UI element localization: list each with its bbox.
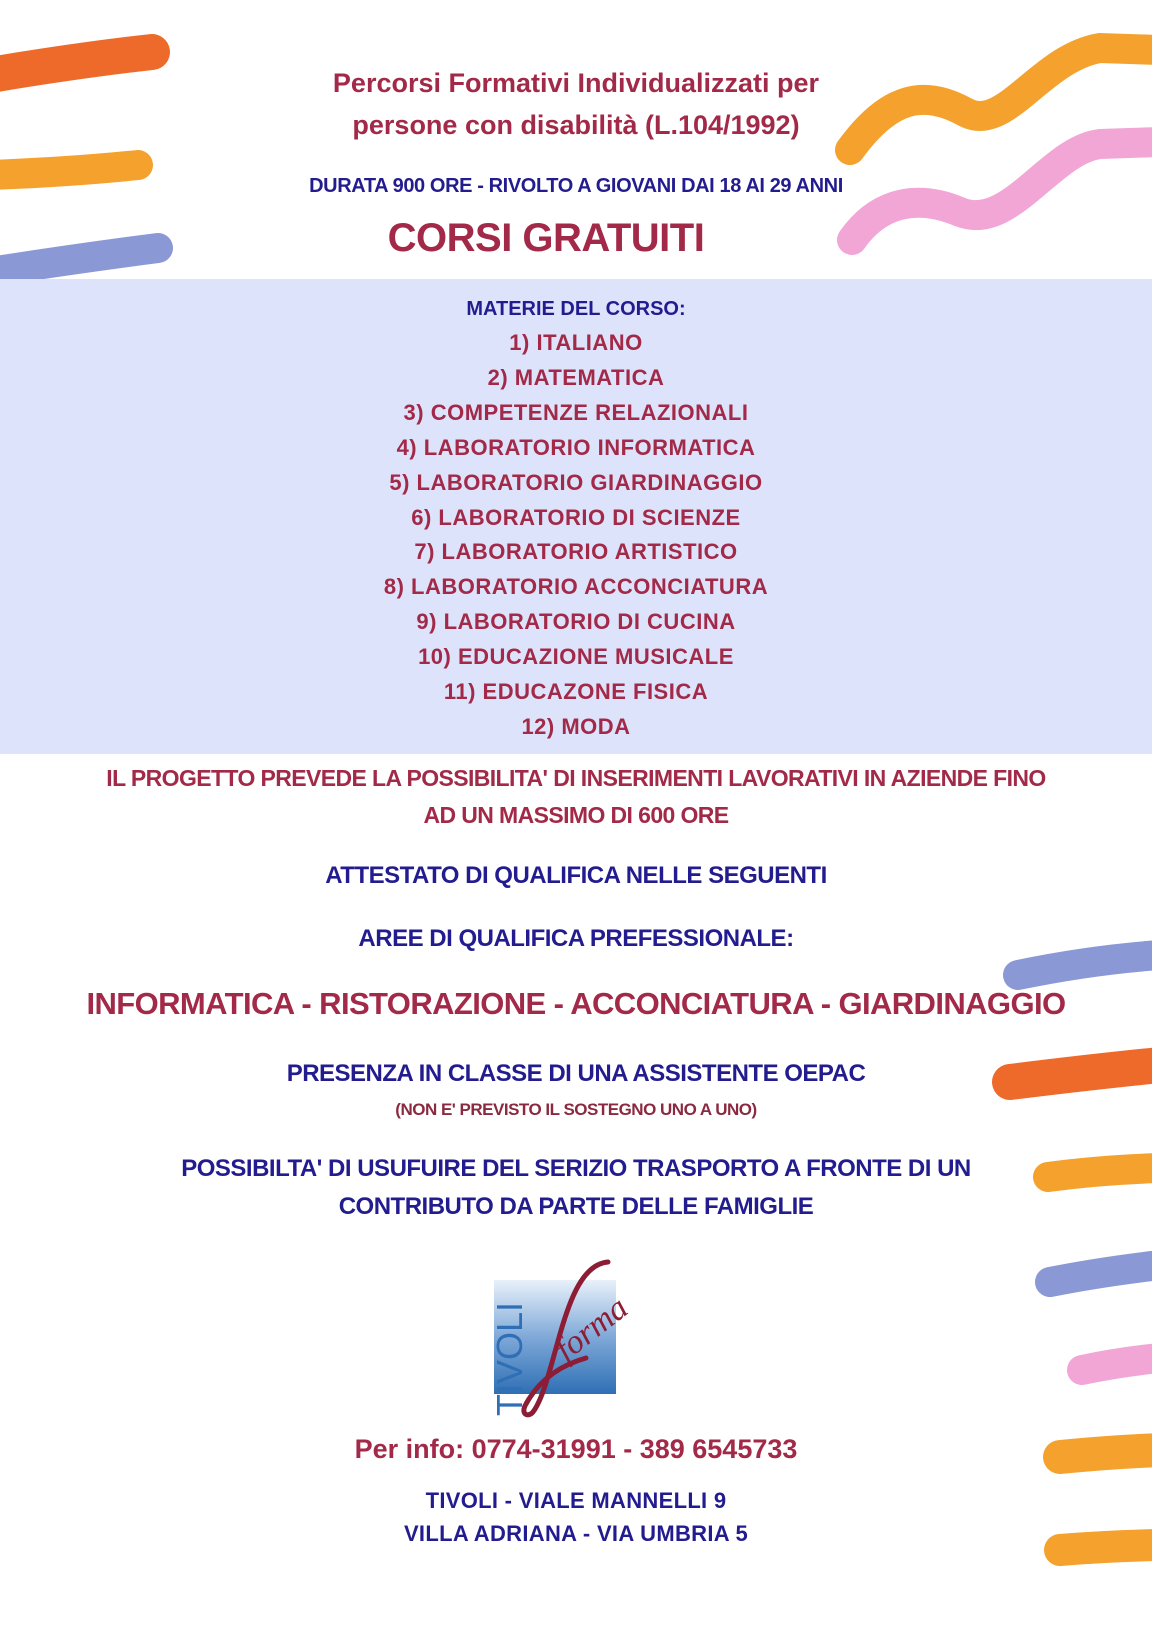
flyer-title [0, 62, 1152, 146]
addresses [0, 1484, 1152, 1550]
subject-item: 10) EDUCAZIONE MUSICALE [418, 644, 734, 670]
logo-forma-text: forma [548, 1289, 635, 1369]
transport-line-2: CONTRIBUTO DA PARTE DELLE FAMIGLIE [338, 1193, 814, 1220]
subject-item: 12) MODA [521, 713, 631, 739]
transport-line-1: POSSIBILTA' DI USUFUIRE DEL SERIZIO TRASPORTO A FRONTE DI UN [181, 1155, 971, 1182]
subject-item: 2) MATEMATICA [487, 364, 665, 390]
address-tivoli: TIVOLI - VIALE MANNELLI 9 [425, 1488, 727, 1513]
subject-item: 11) EDUCAZONE FISICA [443, 679, 709, 705]
subjects-list [0, 326, 1152, 745]
subject-item: 8) LABORATORIO ACCONCIATURA [383, 574, 769, 600]
subject-item: 3) COMPETENZE RELAZIONALI [403, 399, 749, 425]
subject-item: 5) LABORATORIO GIARDINAGGIO [389, 469, 763, 495]
project-line-1: IL PROGETTO PREVEDE LA POSSIBILITA' DI INSERIMENTI LAVORATIVI IN AZIENDE FINO [106, 765, 1046, 791]
transport-service-text [0, 1150, 1152, 1226]
support-note: (NON E' PREVISTO IL SOSTEGNO UNO A UNO) [395, 1100, 757, 1119]
subject-item: 1) ITALIANO [509, 330, 643, 355]
free-courses-heading: CORSI GRATUITI [387, 216, 705, 260]
logo-tivoli-text: TIVOLI [489, 1301, 530, 1416]
subject-item: 9) LABORATORIO DI CUCINA [416, 609, 736, 635]
subjects-heading: MATERIE DEL CORSO: [466, 298, 686, 320]
project-line-2: AD UN MASSIMO DI 600 ORE [423, 802, 729, 828]
address-villa-adriana: VILLA ADRIANA - VIA UMBRIA 5 [403, 1521, 749, 1546]
contact-info: Per info: 0774-31991 - 389 6545733 [354, 1434, 798, 1464]
qualification-areas-list: INFORMATICA - RISTORAZIONE - ACCONCIATURA - GIARDINAGGIO [86, 986, 1066, 1021]
assistant-presence-text: PRESENZA IN CLASSE DI UNA ASSISTENTE OEPAC [286, 1060, 866, 1087]
certificate-text: ATTESTATO DI QUALIFICA NELLE SEGUENTI [325, 862, 827, 889]
duration-text: DURATA 900 ORE - RIVOLTO A GIOVANI DAI 18 AI 29 ANNI [309, 175, 843, 197]
subject-item: 7) LABORATORIO ARTISTICO [414, 539, 738, 565]
title-line-2: persone con disabilità (L.104/1992) [352, 110, 800, 140]
subject-item: 6) LABORATORIO DI SCIENZE [411, 504, 741, 530]
subject-item: 4) LABORATORIO INFORMATICA [396, 434, 756, 460]
title-line-1: Percorsi Formativi Individualizzati per [332, 68, 820, 98]
qualification-areas-heading: AREE DI QUALIFICA PREFESSIONALE: [358, 925, 794, 952]
tivoli-forma-logo [488, 1254, 658, 1419]
subjects-section [0, 295, 1152, 745]
project-statement [0, 760, 1152, 834]
